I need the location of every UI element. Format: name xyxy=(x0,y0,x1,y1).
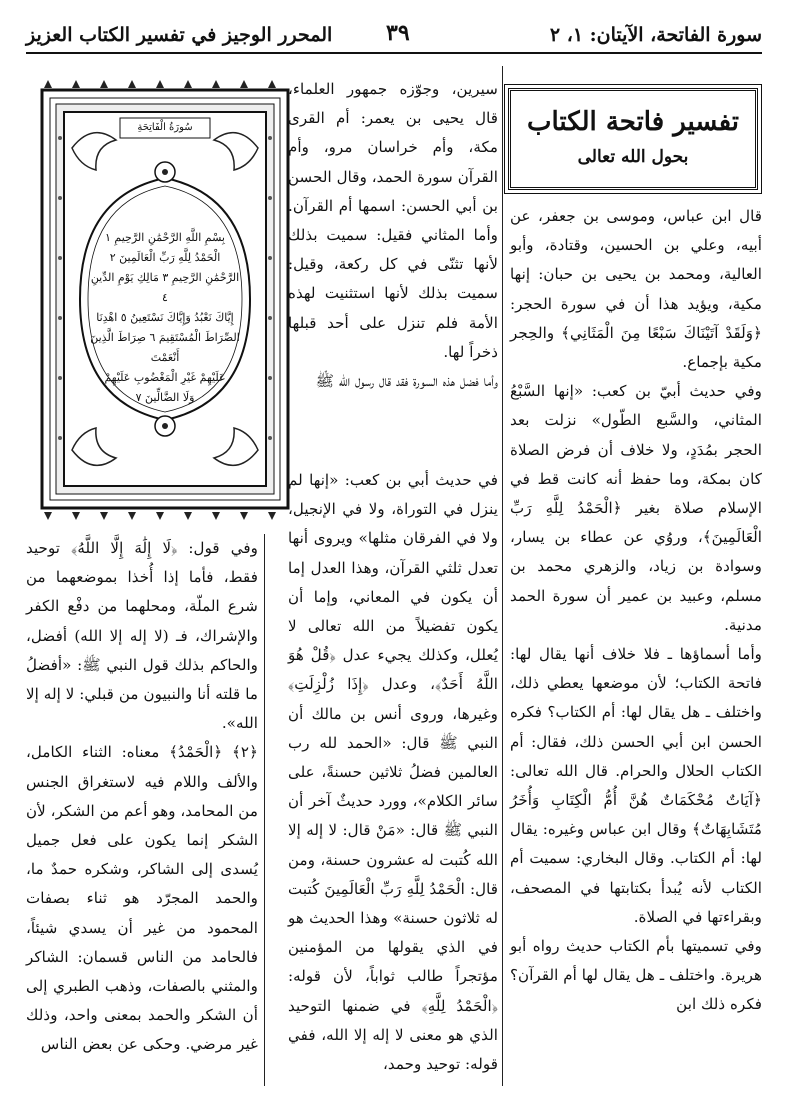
middle-bottom-column xyxy=(288,466,498,1079)
chapter-title-box xyxy=(508,88,758,190)
fatiha-ornament xyxy=(32,78,298,520)
column-divider-right xyxy=(502,66,503,1086)
book-title: المحرر الوجيز في تفسير الكتاب العزيز xyxy=(26,24,333,46)
paragraph: قال ابن عباس، وموسى بن جعفر، عن أبيه، وعلي بن الحسين، وقتادة، وأبو العالية، ومحمد بن يحيى بن حبان: إنها مكية، ويؤيد هذا أن في سورة الحجر: ﴿وَلَقَدْ آتَيْنَاكَ سَبْعًا مِنَ الْمَثَانِي﴾ والحِجر مكية بإجماع. xyxy=(510,207,762,372)
fatiha-verses xyxy=(90,228,240,408)
paragraph: سيرين، وجوّزه جمهور العلماء، قال يحيى بن يعمر: أم القرى مكة، وأم خراسان مرو، وأم القرآن سورة الحمد، وقال الحسن بن أبي الحسن: اسمها أم القرآن. وأما المثاني فقيل: سميت بذلك لأنها تثنّى في كل ركعة، وقيل: سميت بذلك لأنها استثنيت لهذه الأمة فلم تنزل على أحد قبلها ذخراً لها. xyxy=(288,80,498,361)
left-column xyxy=(26,534,258,1060)
paragraph: وفي قول: ﴿لَا إِلَٰهَ إِلَّا اللَّهُ﴾ توحيد فقط، فأما إذا أُخذا بموضعهما من شرع الملّة، ومحلهما من دفْع الكفر والإشراك، فـ (لا إله إلا الله) أفضل، والحاكم بذلك قول النبي ﷺ: «أفضلُ ما قلته أنا والنبيون من قبلي: لا إله إلا الله». xyxy=(26,539,258,733)
ornament-header-text: سُورَةُ الْفَاتِحَةِ xyxy=(137,122,193,133)
chapter-title: تفسير فاتحة الكتاب xyxy=(527,107,739,137)
paragraph: وفي حديث أبيّ بن كعب: «إنها السَّبْعُ المثاني، والسَّبع الطّول» نزلت بعد الحجر بمُدَدٍ، ولا خلاف أن فرض الصلاة كان بمكة، وما حفظ أنه كانت قط في الإسلام صلاة بغير ﴿الْحَمْدُ لِلَّهِ رَبِّ الْعَالَمِينَ﴾، وروُي عن عطاء بن يسار، وسوادة بن زياد، والزهري محمد بن مسلم، وعبيد بن عمير أن سورة الحمد مدنية. xyxy=(510,382,762,634)
chapter-subtitle: بحول الله تعالى xyxy=(577,147,689,167)
verse-line: بِسْمِ اللَّهِ الرَّحْمَٰنِ الرَّحِيمِ ١ xyxy=(105,231,225,244)
paragraph: في حديث أبي بن كعب: «إنها لم ينزل في التوراة، ولا في الإنجيل، ولا في الفرقان مثلها» ويروى أنها تعدل ثلثي القرآن، وهذا العدل إما أن يكون في المعاني، وإما أن يكون تفضيلاً من الله تعالى لا يُعلل، وكذلك يجيء عدل ﴿قُلْ هُوَ اللَّهُ أَحَدٌ﴾، وعدل ﴿إِذَا زُلْزِلَتِ﴾ وغيرها، وروى أنس بن مالك أن النبي ﷺ قال: «الحمد لله رب العالمين فضلُ ثلاثين حسنةً، على سائر الكلام»، وورد حديثٌ آخر أن النبي ﷺ قال: «مَنْ قال: لا إله إلا الله كُتبت له عشرون حسنة، ومن قال: الْحَمْدُ لِلَّهِ رَبِّ الْعَالَمِينَ كُتبت له ثلاثون حسنة» وهذا الحديث هو في الذي يقولها من المؤمنين مؤتجراً طالب ثواباً، لأن قوله: ﴿الْحَمْدُ لِلَّهِ﴾ في ضمنها التوحيد الذي هو معنى لا إله إلا الله، ففي قوله: توحيد وحمد، xyxy=(288,471,498,1074)
right-column xyxy=(510,202,762,1020)
header-rule xyxy=(26,52,762,54)
paragraph: وفي تسميتها بأم الكتاب حديث رواه أبو هريرة. واختلف ـ هل يقال لها أم القرآن؟ فكره ذلك ابن xyxy=(510,937,762,1014)
verse-line: وَلَا الضَّالِّينَ ٧ xyxy=(135,391,195,404)
verse-line: عَلَيْهِمْ غَيْرِ الْمَغْضُوبِ عَلَيْهِمْ xyxy=(104,371,226,384)
verse-line: الصِّرَاطَ الْمُسْتَقِيمَ ٦ صِرَاطَ الَّذِينَ أَنْعَمْتَ xyxy=(90,331,240,364)
verse-line: الرَّحْمَٰنِ الرَّحِيمِ ٣ مَالِكِ يَوْمِ الدِّينِ ٤ xyxy=(90,271,240,304)
page-number: ٣٩ xyxy=(386,20,410,46)
surah-reference: سورة الفاتحة، الآيتان: ١، ٢ xyxy=(549,24,762,46)
paragraph: وأما أسماؤها ـ فلا خلاف أنها يقال لها: فاتحة الكتاب؛ لأن موضعها يعطي ذلك، واختلف ـ هل يقال لها: أم الكتاب؟ فكره الحسن ابن أبي الحسن ذلك، فقال: أم الكتاب الحلال والحرام. قال الله تعالى: ﴿آيَاتٌ مُحْكَمَاتٌ هُنَّ أُمُّ الْكِتَابِ وَأُخَرُ مُتَشَابِهَاتٌ﴾ وقال ابن عباس وغيره: يقال لها: أم الكتاب. وقال البخاري: سميت أم الكتاب لأنه يُبدأ بكتابتها في المصحف، وبقراءتها في الصلاة. xyxy=(510,645,762,926)
column-divider-left xyxy=(264,534,265,1086)
paragraph: وأما فضل هذه السورة فقد قال رسول الله ﷺ xyxy=(315,372,498,391)
paragraph: ﴿٢﴾ ﴿الْحَمْدُ﴾ معناه: الثناء الكامل، والألف واللام فيه لاستغراق الجنس من المحامد، وهو أعم من الشكر، لأن الشكر إنما يكون على فعل جميل يُسدى إلى الشاكر، وشكره حمدٌ ما، والحمد المجرّد هو ثناء بصفات المحمود من غير أن يسدي شيئاً، فالحامد من الناس قسمان: الشاكر والمثني بالصفات، وذهب الطبري إلى أن الشكر والحمد بمعنى واحد، وذلك غير مرضي. وحكى عن بعض الناس xyxy=(26,743,258,1054)
middle-top-column xyxy=(288,75,498,396)
verse-line: الْحَمْدُ لِلَّهِ رَبِّ الْعَالَمِينَ ٢ xyxy=(109,251,221,264)
page-header xyxy=(26,10,762,50)
verse-line: إِيَّاكَ نَعْبُدُ وَإِيَّاكَ نَسْتَعِينُ ٥ اهْدِنَا xyxy=(96,311,234,324)
